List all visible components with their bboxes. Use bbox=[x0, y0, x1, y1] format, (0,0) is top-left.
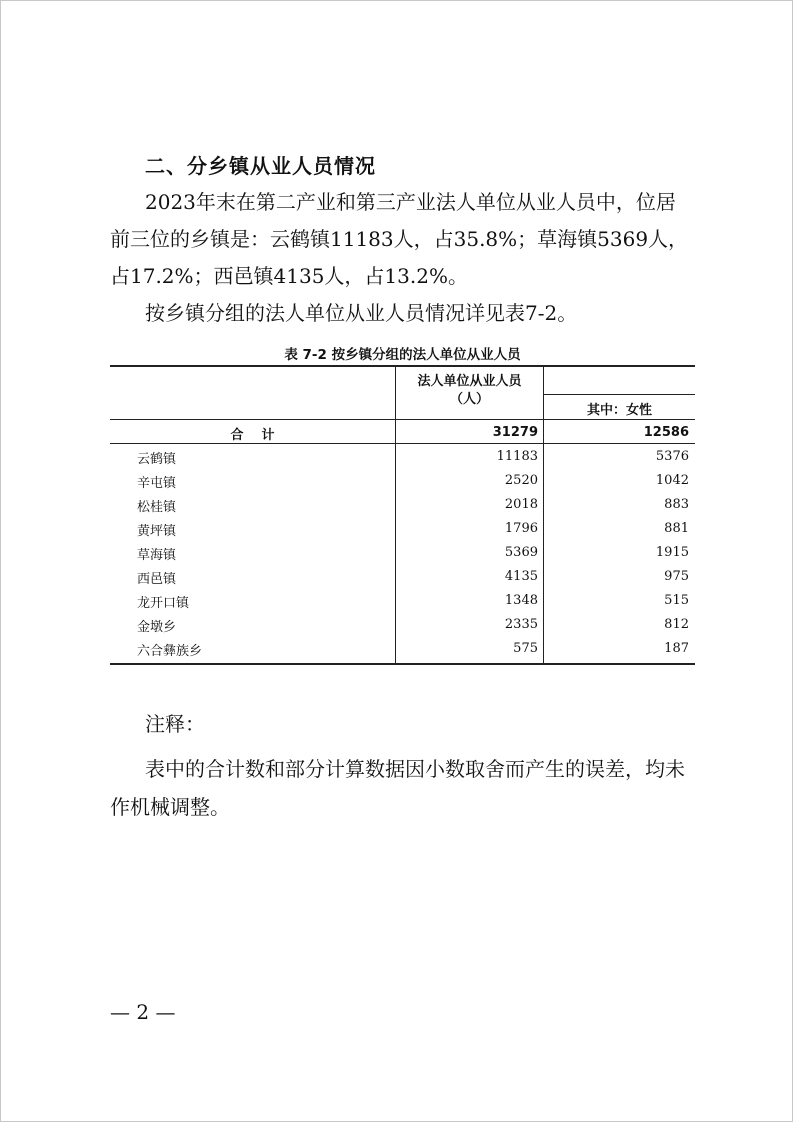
total-bottom-rule bbox=[110, 443, 695, 444]
row-employees: 4135 bbox=[504, 569, 538, 584]
row-name: 草海镇 bbox=[137, 548, 177, 563]
row-female: 1915 bbox=[655, 545, 689, 560]
summary-paragraph: 2023年末在第二产业和第三产业法人单位从业人员中，位居前三位的乡镇是：云鹤镇11183人，占35.8%；草海镇5369人，占17.2%；西邑镇4135人，占13.2%。 bbox=[110, 190, 689, 288]
row-name: 云鹤镇 bbox=[137, 452, 177, 467]
page-number: — 2 — bbox=[110, 1000, 176, 1024]
table-top-rule bbox=[110, 365, 695, 367]
note-label: 注释： bbox=[145, 712, 205, 736]
row-name: 六合彝族乡 bbox=[137, 644, 203, 659]
row-name: 黄坪镇 bbox=[137, 524, 177, 539]
col-header-employees-unit: （人） bbox=[449, 392, 489, 407]
row-female: 812 bbox=[664, 617, 689, 632]
row-female: 883 bbox=[664, 497, 689, 512]
row-employees: 5369 bbox=[504, 545, 538, 560]
row-female: 515 bbox=[664, 593, 689, 608]
row-employees: 1796 bbox=[504, 521, 538, 536]
row-name: 辛屯镇 bbox=[137, 476, 177, 491]
row-female: 187 bbox=[664, 641, 689, 656]
row-employees: 2018 bbox=[504, 497, 538, 512]
row-female: 975 bbox=[664, 569, 689, 584]
header-split-rule bbox=[543, 394, 695, 395]
row-name: 金墩乡 bbox=[137, 620, 177, 635]
table-title: 表 7-2 按乡镇分组的法人单位从业人员 bbox=[284, 347, 521, 363]
total-employees: 31279 bbox=[492, 425, 538, 440]
col-header-employees-label: 法人单位从业人员 bbox=[417, 374, 522, 389]
row-employees: 2520 bbox=[504, 473, 538, 488]
col-header-female: 其中：女性 bbox=[586, 403, 652, 418]
row-female: 881 bbox=[664, 521, 689, 536]
row-name: 龙开口镇 bbox=[137, 596, 190, 611]
row-employees: 11183 bbox=[496, 449, 538, 464]
row-female: 5376 bbox=[655, 449, 689, 464]
section-heading: 二、分乡镇从业人员情况 bbox=[145, 154, 376, 178]
col-header-employees bbox=[396, 373, 543, 409]
note-text: 表中的合计数和部分计算数据因小数取舍而产生的误差，均未作机械调整。 bbox=[110, 757, 685, 819]
header-bottom-rule bbox=[110, 419, 695, 420]
row-female: 1042 bbox=[655, 473, 689, 488]
table-bottom-rule bbox=[110, 663, 695, 665]
row-employees: 575 bbox=[513, 641, 538, 656]
row-employees: 2335 bbox=[504, 617, 538, 632]
row-name: 松桂镇 bbox=[137, 500, 177, 515]
row-employees: 1348 bbox=[504, 593, 538, 608]
row-name: 西邑镇 bbox=[137, 572, 177, 587]
total-female: 12586 bbox=[643, 425, 689, 440]
total-label: 合 计 bbox=[230, 428, 275, 443]
employment-table bbox=[110, 365, 695, 665]
table-reference-paragraph: 按乡镇分组的法人单位从业人员情况详见表7-2。 bbox=[145, 301, 578, 325]
